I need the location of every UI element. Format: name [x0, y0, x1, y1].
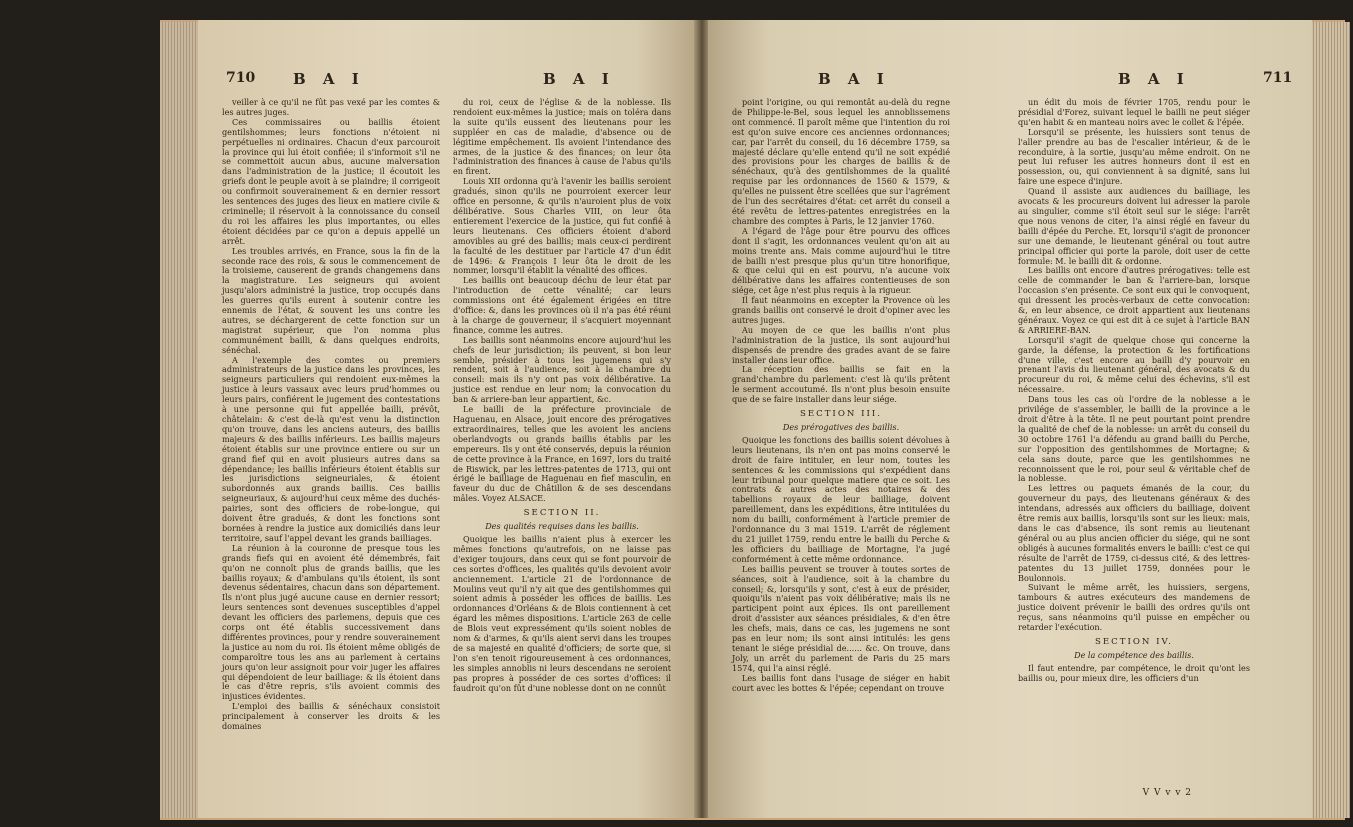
paragraph: veiller à ce qu'il ne fût pas vexé par les comtes & les autres juges.: [222, 97, 440, 117]
right-page: [708, 20, 1312, 818]
paragraph: La réception des baillis se fait en la grand'chambre du parlement: c'est là qu'ils prêtent le serment accoutumé. Ils n'ont plus besoin ensuite que de se faire installer dans leur siége.: [732, 364, 950, 405]
text-column-2: [1018, 98, 1250, 684]
paragraph: A l'exemple des comtes ou premiers administrateurs de la justice dans les provinces, les seigneurs particuliers qui rendoient eux-mêmes la justice à leurs vassaux avec leurs prud'hommes ou leurs pairs, confiérent le jugement des contestations à une personne qui fut appellée bailli, prévôt, châtelain: & c'est de-là qu'est venu la distinction qu'on trouve, dans les anciens auteurs, des baillis majeurs & des baillis inférieurs. Les baillis majeurs étoient établis sur une province entiere ou sur un grand fief qui en avoit plusieurs autres dans sa dépendance; les baillis inférieurs étoient établis sur les jurisdictions seigneuriales, & étoient subordonnés aux grands baillis. Ces baillis seigneuriaux, & aujourd'hui ceux même des duchés-pairies, sont des officiers de robe-longue, qui doivent être gradués, & dont les fonctions sont bornées à rendre la justice aux domiciliés dans leur territoire, sauf l'appel devant les grands bailliages.: [222, 354, 440, 543]
paragraph: L'emploi des baillis & sénéchaux consistoit principalement à conserver les droits & les domaines: [222, 701, 440, 732]
paragraph: un édit du mois de février 1705, rendu pour le présidial d'Forez, suivant lequel le bailli ne peut siéger qu'en habit & en manteau noirs avec le collet & l'épée.: [1018, 97, 1250, 127]
paragraph: Suivant le même arrêt, les huissiers, sergens, tambours & autres exécuteurs des mandemens de justice doivent prévenir le bailli des ordres qu'ils ont reçus, sans néanmoins qu'il puisse en empêcher ou retarder l'exécution.: [1018, 582, 1250, 633]
page-number: 710: [226, 70, 256, 86]
section-subtitle: De la compétence des baillis.: [1074, 649, 1194, 660]
paragraph: Lorsqu'il se présente, les huissiers sont tenus de l'aller prendre au bas de l'escalier intérieur, & de le reconduire, à la sortie, jusqu'au même endroit. On ne peut lui refuser les autres honneurs dont il est en possession, ou, qui conviennent à sa dignité, sans lui faire une espece d'injure.: [1018, 126, 1250, 187]
paragraph: Dans tous les cas où l'ordre de la noblesse a le privilége de s'assembler, le bailli de la province a le droit d'être à la tête. Il ne peut pourtant point prendre la qualité de chef de la noblesse: un arrêt du conseil du 30 octobre 1761 l'a défendu au grand bailli du Perche, sur l'opposition des gentilshommes de Mortagne; & cela sans doute, parce que les gentilshommes ne reconnoissent que le roi, pour seul & véritable chef de la noblesse.: [1018, 394, 1250, 484]
paragraph: Le bailli de la préfecture provinciale de Haguenau, en Alsace, jouit encore des prérogatives extraordinaires, telles que les avoient les anciens oberlandvogts ou grands baillis établis par les empereurs. Ils y ont été conservés, depuis la réunion de cette province à la France, en 1697, lors du traité de Riswick, par les lettres-patentes de 1713, qui ont érigé le bailliage de Haguenau en fief masculin, en faveur du duc de Châtillon & de ses descendans mâles. Voyez ALSACE.: [453, 404, 671, 504]
paragraph: Les lettres ou paquets émanés de la cour, du gouverneur du pays, des lieutenans généraux & des intendans, adressés aux officiers du bailliage, doivent être remis aux baillis, lorsqu'ils sont sur les lieux: mais, dans le cas d'absence, ils sont remis au lieutenant général ou au plus ancien officier du siége, qui ne sont obligés à aucunes formalités envers le bailli: c'est ce qui résulte de l'arrêt de 1759, ci-dessus cité, & des lettres-patentes du 13 juillet 1759, données pour le Boulonnois.: [1018, 483, 1250, 583]
paragraph: Les troubles arrivés, en France, sous la fin de la seconde race des rois, & sous le commencement de la troisieme, causerent de grands changemens dans la magistrature. Les seigneurs qui avoient jusqu'alors administré la justice, trop occupés dans les guerres qu'ils eurent à soutenir contre les ennemis de l'état, & souvent les uns contre les autres, se déchargerent de cette fonction sur un magistrat supérieur, que l'on nomma plus communément bailli, & dans quelques endroits, sénéchal.: [222, 245, 440, 355]
paragraph: Quoique les fonctions des baillis soient dévolues à leurs lieutenans, ils n'en ont pas moins conservé le droit de faire intituler, en leur nom, toutes les sentences & les commissions qui s'expédient dans leur tribunal pour quelque matiere que ce soit. Les contrats & autres actes des notaires & des tabellions royaux de leur bailliage, doivent pareillement, dans les expéditions, être intitulées du nom du bailli, conformément à l'article premier de l'ordonnance du 3 mai 1519. L'arrêt de réglement du 21 juillet 1759, rendu entre le bailli du Perche & les officiers du bailliage de Mortagne, l'a jugé conformément à cette même ordonnance.: [732, 434, 950, 564]
paragraph: Les baillis peuvent se trouver à toutes sortes de séances, soit à l'audience, soit à la chambre du conseil; &, lorsqu'ils y sont, c'est à eux de présider, quoiqu'ils n'aient pas voix délibérative; mais ils ne participent point aux épices. Ils ont pareillement droit d'assister aux séances présidiales, & d'en être les chefs, mais, dans ce cas, les jugemens ne sont pas en leur nom; ils sont ainsi intitulés: les gens tenant le siége présidial de...... &c. On trouve, dans Joly, un arrêt du parlement de Paris du 25 mars 1574, qui l'a ainsi réglé.: [732, 563, 950, 673]
running-head: B A I: [293, 70, 365, 88]
page-number: 711: [1263, 70, 1293, 86]
text-column-1: [222, 98, 440, 732]
paragraph: La réunion à la couronne de presque tous les grands fiefs qui en avoient été démembrés, fait qu'on ne connoît plus de grands baillis, que les baillis royaux; & d'ambulans qu'ils étoient, ils sont devenus sédentaires, chacun dans son département. Ils n'ont plus jugé aucune cause en dernier ressort; leurs sentences sont devenues susceptibles d'appel devant les officiers des parlemens, depuis que ces corps ont été établis successivement dans différentes provinces, pour y rendre souverainement la justice au nom du roi. Ils étoient même obligés de comparoître tous les ans au parlement à certains jours qu'on leur assignoit pour voir juger les affaires qui dépendoient de leur bailliage: & ils étoient dans le cas d'être repris, s'ils avoient commis des injustices évidentes.: [222, 542, 440, 702]
signature-mark: V V v v 2: [1142, 788, 1192, 798]
page-edges-right: [1310, 22, 1350, 818]
page-edges-left: [160, 22, 200, 818]
paragraph: Il faut entendre, par compétence, le droit qu'ont les baillis ou, pour mieux dire, les officiers d'un: [1018, 662, 1250, 683]
running-head: B A I: [543, 70, 615, 88]
section-heading: SECTION IV.: [1095, 636, 1173, 647]
paragraph: Les baillis font dans l'usage de siéger en habit court avec les bottes & l'épée; cependant on trouve: [732, 672, 950, 693]
paragraph: Il faut néanmoins en excepter la Provence où les grands baillis ont conservé le droit d'opiner avec les autres juges.: [732, 295, 950, 325]
section-subtitle: Des qualités requises dans les baillis.: [485, 521, 639, 532]
running-head: B A I: [818, 70, 890, 88]
paragraph: Les baillis ont encore d'autres prérogatives: telle est celle de commander le ban & l'arriere-ban, lorsque l'occasion s'en présente. Ce sont eux qui le convoquent, qui dressent les procès-verbaux de cette convocation: &, en leur absence, ce droit appartient aux lieutenans généraux. Voyez ce qui est dit à ce sujet à l'article BAN & ARRIERE-BAN.: [1018, 265, 1250, 335]
section-subtitle: Des prérogatives des baillis.: [782, 422, 900, 432]
paragraph: Au moyen de ce que les baillis n'ont plus l'administration de la justice, ils sont aujourd'hui dispensés de prendre des grades avant de se faire installer dans leur office.: [732, 324, 950, 365]
paragraph: Ces commissaires ou baillis étoient gentilshommes; leurs fonctions n'étoient ni perpétuelles ni ordinaires. Chacun d'eux parcouroit la province qui lui étoit confiée; il s'informoit s'il ne se commettoit aucun abus, aucune malversation dans l'administration de la justice; il écoutoit les griefs dont le peuple avoit à se plaindre; il corrigeoit ou confirmoit souverainement & en dernier ressort les sentences des juges des lieux en matiere civile & criminelle; il réservoit à la connoissance du conseil du roi les affaires les plus importantes, ou elles étoient décidées par ce qu'on a depuis appellé un arrêt.: [222, 116, 440, 246]
paragraph: Lorsqu'il s'agit de quelque chose qui concerne la garde, la défense, la protection & les fortifications d'une ville, c'est encore au bailli d'y pourvoir en prenant l'avis du lieutenant général, des avocats & du procureur du roi, & même celui des échevins, s'il est nécessaire.: [1018, 334, 1250, 395]
text-column-2: [453, 98, 671, 693]
text-column-1: [732, 98, 950, 693]
paragraph: point l'origine, ou qui remontât au-delà du regne de Philippe-le-Bel, sous lequel les annoblissemens ont commencé. Il paroît même que l'intention du roi est qu'on suive encore ces anciennes ordonnances; car, par l'arrêt du conseil, du 16 décembre 1759, sa majesté déclare qu'elle entend qu'il ne soit expédié des provisions pour les charges de baillis & de sénéchaux, qu'à des gentilshommes de la qualité requise par les ordonnances de 1560 & 1579, & qu'elles ne puissent être scellées que sur l'agrément de l'un des secrétaires d'état: cet arrêt du conseil a été revêtu de lettres-patentes enregistrées en la chambre des comptes à Paris, le 12 janvier 1760.: [732, 97, 950, 226]
paragraph: Quoique les baillis n'aient plus à exercer les mêmes fonctions qu'autrefois, on ne laisse pas d'exiger toujours, dans ceux qui se font pourvoir de ces sortes d'offices, les qualités qu'ils devoient avoir anciennement. L'article 21 de l'ordonnance de Moulins veut qu'il n'y ait que des gentilshommes qui soient admis à posséder les offices de baillis. Les ordonnances d'Orléans & de Blois contiennent à cet égard les mêmes dispositions. L'article 263 de celle de Blois veut expressément qu'ils soient nobles de nom & d'armes, & qu'ils aient servi dans les troupes de sa majesté en qualité d'officiers; de sorte que, si l'on s'en tenoit rigoureusement à ces ordonnances, les simples annoblis ni leurs descendans ne seroient pas propres à posséder de ces sortes d'offices: il faudroit qu'on fût d'une noblesse dont on ne connût: [453, 533, 671, 693]
paragraph: Les baillis sont néanmoins encore aujourd'hui les chefs de leur jurisdiction; ils peuvent, si bon leur semble, présider à tous les jugemens qui s'y rendent, soit à l'audience, soit à la chambre du conseil: mais ils n'y ont pas voix délibérative. La justice est rendue en leur nom; la convocation du ban & arriere-ban leur appartient, &c.: [453, 334, 671, 405]
paragraph: Quand il assiste aux audiences du bailliage, les avocats & les procureurs doivent lui adresser la parole au singulier, comme s'il étoit seul sur le siége: l'arrêt que nous venons de citer, l'a ainsi réglé en faveur du bailli d'épée du Perche. Et, lorsqu'il s'agit de prononcer sur une demande, le lieutenant général ou tout autre principal officier qui porte la parole, doit user de cette formule: M. le bailli dit & ordonne.: [1018, 186, 1250, 266]
section-heading: SECTION III.: [799, 409, 883, 420]
left-page: [198, 20, 696, 818]
section-heading: SECTION II.: [523, 508, 601, 519]
paragraph: A l'égard de l'âge pour être pourvu des offices dont il s'agit, les ordonnances veulent qu'on ait au moins trente ans. Mais comme aujourd'hui le titre de bailli n'est presque plus qu'un titre honorifique, & que celui qui en est pourvu, n'a aucune voix délibérative dans les affaires contentieuses de son siége, cet âge n'est plus requis à la rigueur.: [732, 225, 950, 296]
running-head: B A I: [1118, 70, 1190, 88]
paragraph: Les baillis ont beaucoup déchu de leur état par l'introduction de cette vénalité; car leurs commissions ont été également érigées en titre d'office: &, dans les provinces où il n'a pas été réuni à la charge de gouverneur, il s'acquiert moyennant finance, comme les autres.: [453, 275, 671, 335]
paragraph: du roi, ceux de l'église & de la noblesse. Ils rendoient eux-mêmes la justice; mais on toléra dans la suite qu'ils eussent des lieutenans pour les suppléer en cas de maladie, d'absence ou de légitime empêchement. Ils avoient l'intendance des armes, de la justice & des finances; on leur ôta l'administration des finances à cause de l'abus qu'ils en firent.: [453, 97, 671, 177]
paragraph: Louis XII ordonna qu'à l'avenir les baillis seroient gradués, sinon qu'ils ne pourroient exercer leur office en personne, & qu'ils n'auroient plus de voix délibérative. Sous Charles VIII, on leur ôta entierement l'exercice de la justice, qui fut confié à leurs lieutenans. Ces officiers étoient d'abord amovibles au gré des baillis; mais ceux-ci perdirent la faculté de les destituer par l'article 47 d'un édit de 1496: & François I leur ôta le droit de les nommer, lorsqu'il établit la vénalité des offices.: [453, 176, 671, 276]
